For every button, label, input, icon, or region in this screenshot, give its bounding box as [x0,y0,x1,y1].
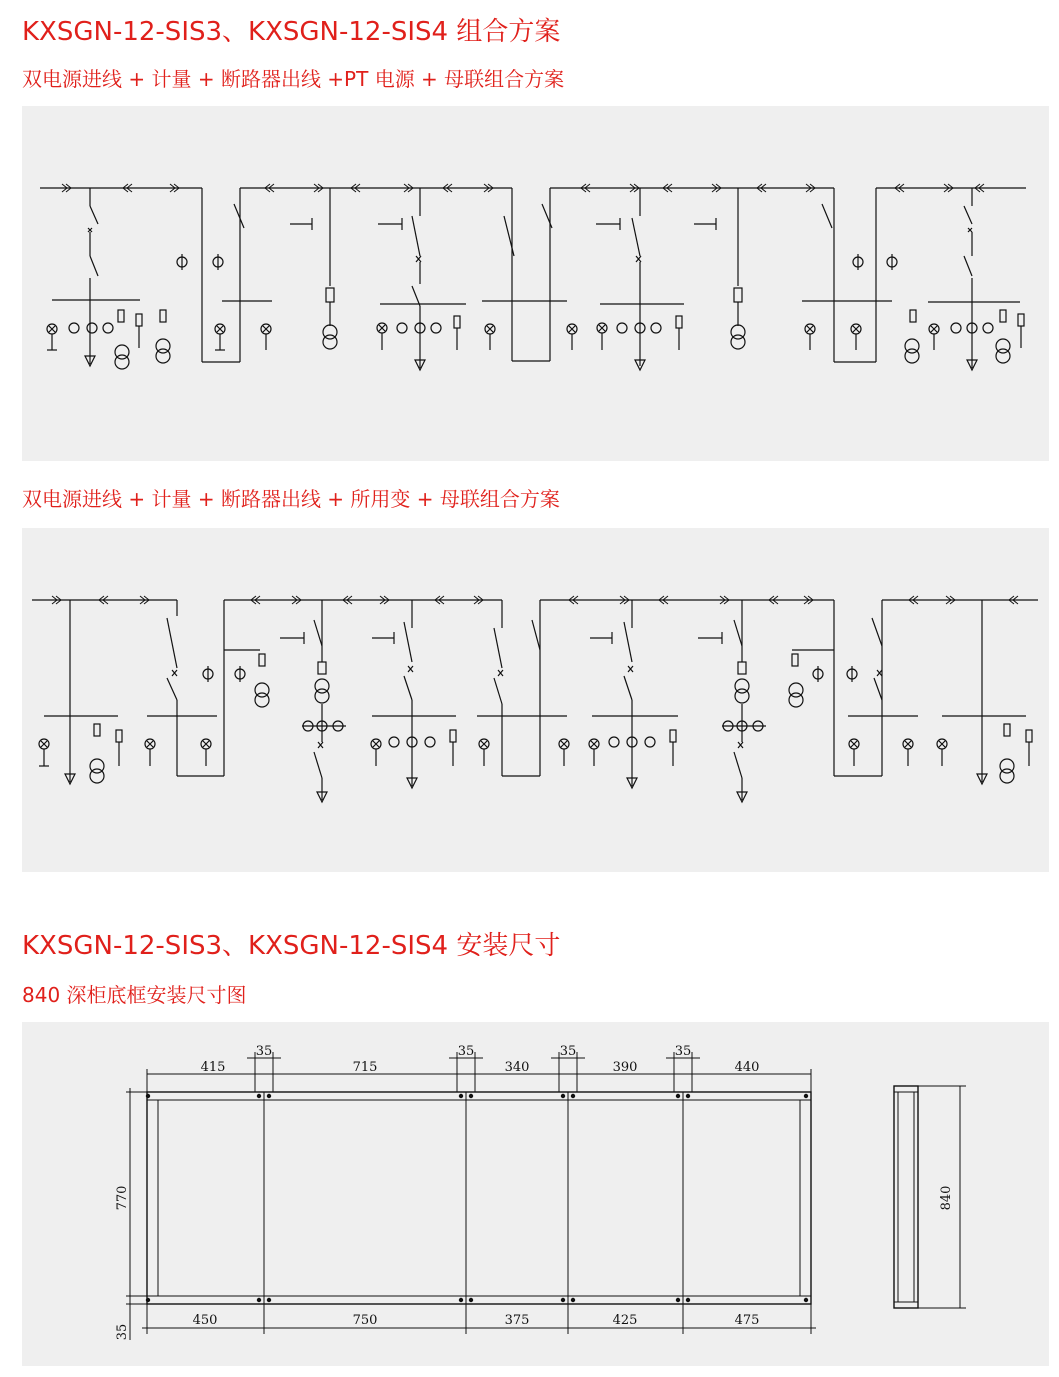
scheme2-diagram [22,528,1049,872]
dim-bottom-5: 475 [734,1313,760,1328]
dim-bottom-2: 750 [352,1313,378,1328]
scheme-title: KXSGN-12-SIS3、KXSGN-12-SIS4 组合方案 [22,17,561,47]
dim-top-1: 415 [200,1060,226,1075]
dim-top-9: 440 [734,1060,760,1075]
dim-top-4: 35 [457,1044,475,1059]
dim-bottom-1: 450 [192,1313,218,1328]
dim-left-bottom: 35 [115,1323,130,1341]
dim-top-6: 35 [559,1044,577,1059]
dim-top-2: 35 [255,1044,273,1059]
scheme1-diagram [22,106,1049,461]
scheme1-subtitle: 双电源进线 + 计量 + 断路器出线 +PT 电源 + 母联组合方案 [22,67,565,91]
install-title: KXSGN-12-SIS3、KXSGN-12-SIS4 安装尺寸 [22,931,561,961]
dim-top-3: 715 [352,1060,378,1075]
dim-bottom-4: 425 [612,1313,638,1328]
dim-bottom-3: 375 [504,1313,530,1328]
dim-top-7: 390 [612,1060,638,1075]
dim-left-height: 770 [115,1185,130,1211]
dim-top-8: 35 [674,1044,692,1059]
install-subtitle: 840 深柜底框安装尺寸图 [22,983,247,1007]
dim-side-depth: 840 [939,1185,954,1211]
scheme2-subtitle: 双电源进线 + 计量 + 断路器出线 + 所用变 + 母联组合方案 [22,487,560,511]
install-drawing [22,1022,1049,1366]
dim-top-5: 340 [504,1060,530,1075]
